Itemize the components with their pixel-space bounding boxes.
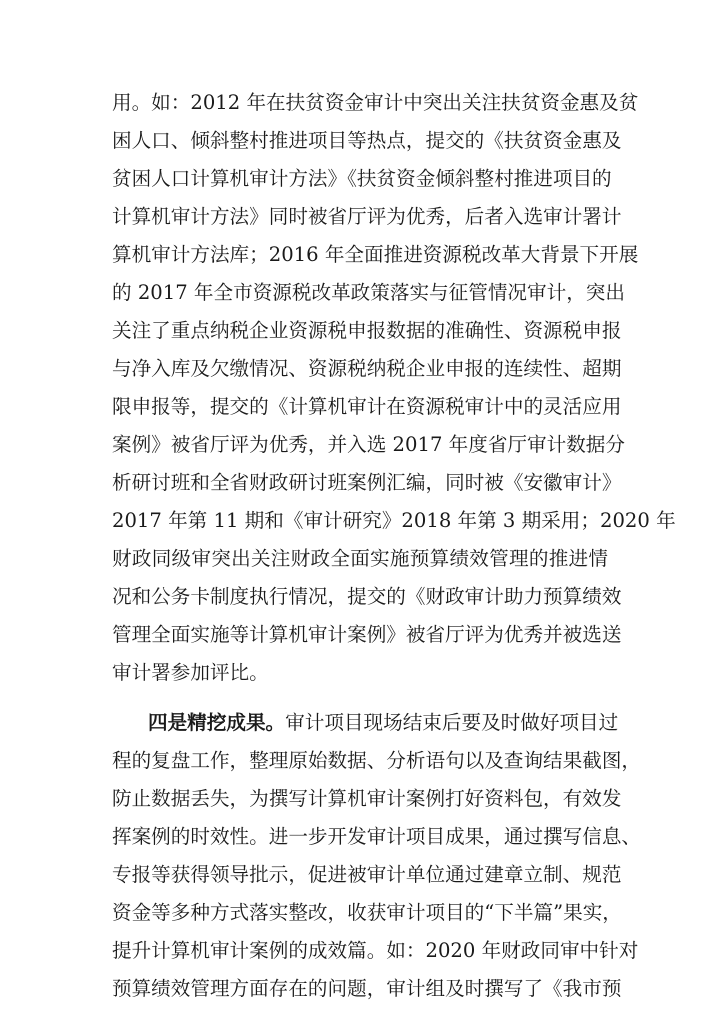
text-line: 财政同级审突出关注财政全面实施预算绩效管理的推进情: [112, 547, 608, 570]
text-line: 的 2017 年全市资源税改革政策落实与征管情况审计，突出: [112, 281, 625, 304]
paragraph-first-line: [148, 706, 619, 740]
text-line: 提升计算机审计案例的成效篇。如：2020 年财政同审中针对: [112, 939, 639, 962]
text-line: 专报等获得领导批示，促进被审计单位通过建章立制、规范: [112, 863, 622, 886]
text-line: 况和公务卡制度执行情况，提交的《财政审计助力预算绩效: [112, 585, 622, 608]
text-line: 程的复盘工作，整理原始数据、分析语句以及查询结果截图，: [112, 749, 642, 772]
text-line: 计算机审计方法》同时被省厅评为优秀，后者入选审计署计: [112, 205, 622, 228]
section-heading: 四是精挖成果。: [148, 711, 286, 734]
text-line: 挥案例的时效性。进一步开发审计项目成果，通过撰写信息、: [112, 825, 642, 848]
text-line: 贫困人口计算机审计方法》《扶贫资金倾斜整村推进项目的: [112, 167, 612, 190]
text-line: 审计署参加评比。: [112, 661, 269, 684]
text-line: 算机审计方法库；2016 年全面推进资源税改革大背景下开展: [112, 243, 639, 266]
text-line: 与净入库及欠缴情况、资源税纳税企业申报的连续性、超期: [112, 357, 622, 380]
text-line: 资金等多种方式落实整改，收获审计项目的“下半篇”果实，: [112, 901, 622, 924]
text-line: 管理全面实施等计算机审计案例》被省厅评为优秀并被选送: [112, 623, 622, 646]
text-line: 用。如：2012 年在扶贫资金审计中突出关注扶贫资金惠及贫: [112, 91, 639, 114]
text-span: 审计项目现场结束后要及时做好项目过: [285, 711, 619, 734]
text-line: 防止数据丢失，为撰写计算机审计案例打好资料包，有效发: [112, 787, 622, 810]
text-line: 预算绩效管理方面存在的问题，审计组及时撰写了《我市预: [112, 977, 622, 1000]
text-line: 困人口、倾斜整村推进项目等热点，提交的《扶贫资金惠及: [112, 129, 622, 152]
text-line: 限申报等，提交的《计算机审计在资源税审计中的灵活应用: [112, 395, 622, 418]
text-line: 2017 年第 11 期和《审计研究》2018 年第 3 期采用；2020 年: [112, 509, 676, 532]
text-line: 析研讨班和全省财政研讨班案例汇编，同时被《安徽审计》: [112, 471, 622, 494]
text-line: 案例》被省厅评为优秀，并入选 2017 年度省厅审计数据分: [112, 433, 625, 456]
text-line: 关注了重点纳税企业资源税申报数据的准确性、资源税申报: [112, 319, 622, 342]
